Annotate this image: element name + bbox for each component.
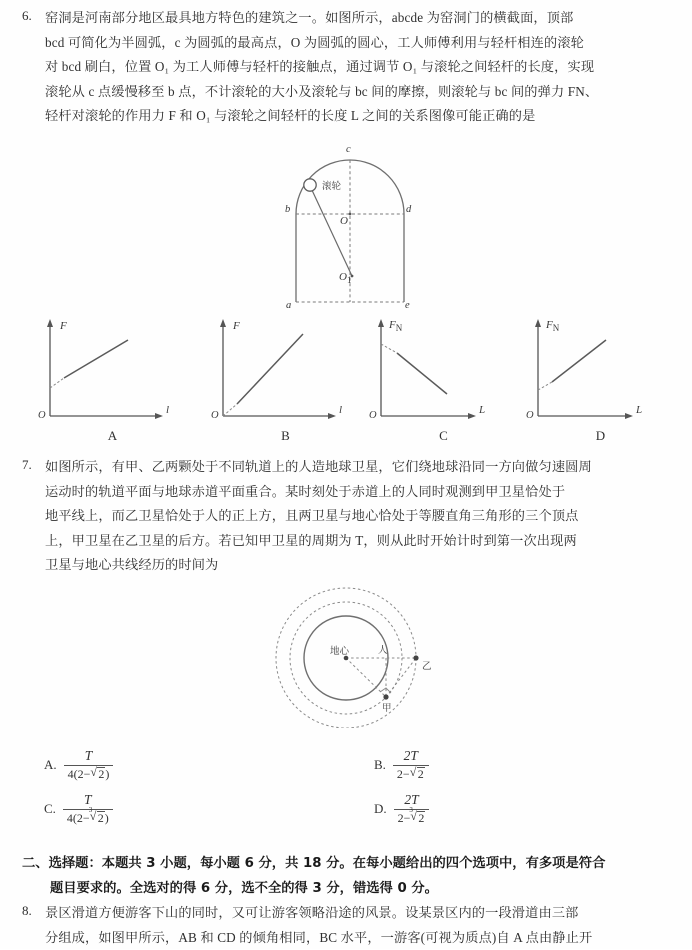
q7-option-c[interactable] <box>44 792 113 825</box>
satellite-yi-dot <box>413 655 418 660</box>
question-8-number: 8. <box>22 903 32 918</box>
q6-line-3: 对 bcd 刷白，位置 O₁ 为工人师傅与轻杆的接触点，通过调节 O₁ 与滚轮之间轻杆的长度，实现 <box>45 59 595 75</box>
arch-label-c: c <box>346 144 351 155</box>
graph-a-svg <box>30 316 195 428</box>
arch-label-a: a <box>286 300 292 311</box>
q8-line-2: 分组成，如图甲所示，AB 和 CD 的倾角相同，BC 水平，一游客(可视为质点)自 A 点由静止开 <box>45 929 593 945</box>
q7-option-c-tag: C. <box>44 800 56 816</box>
option-graph-a <box>30 316 195 444</box>
center-point-O <box>349 213 352 216</box>
q6-line-1: 窑洞是河南部分地区最具地方特色的建筑之一。如图所示，abcde 为窑洞门的横截面，顶部 <box>45 10 574 25</box>
graph-d-x-label: L <box>636 404 643 416</box>
q7-option-b[interactable] <box>374 748 429 781</box>
option-graph-d <box>518 316 683 444</box>
q7-line-2: 运动时的轨道平面与地球赤道平面重合。某时刻处于赤道上的人同时观测到甲卫星恰处于 <box>45 483 566 499</box>
graph-c-svg <box>361 316 526 428</box>
arch-label-e: e <box>405 300 410 311</box>
q7-option-b-denominator: 2− √ 2 <box>393 765 429 782</box>
q7-option-a-denominator: 4(2− √ 2) <box>64 765 114 782</box>
arch-label-roller: 滚轮 <box>322 181 342 192</box>
section-2-heading <box>22 851 672 901</box>
graph-c-x-label: L <box>479 404 486 416</box>
q6-line-2: bcd 可简化为半圆弧，c 为圆弧的最高点，O 为圆弧的圆心，工人师傅利用与轻杆相连的滚轮 <box>45 34 584 50</box>
q7-option-d-numerator: 2T <box>404 792 419 807</box>
graph-d-y-label: $F_N$ <box>546 319 560 334</box>
label-satellite-jia: 甲 <box>382 703 392 714</box>
question-7-text <box>45 455 675 578</box>
label-satellite-yi: 乙 <box>422 661 432 672</box>
arch-label-O1: $O_1$ <box>339 271 352 286</box>
graph-a-y-label: F <box>60 320 67 332</box>
satellite-svg <box>274 580 464 728</box>
light-rod <box>311 188 352 276</box>
question-6-text <box>45 6 675 129</box>
question-7-options <box>44 748 664 834</box>
chord-jia-yi <box>386 658 416 697</box>
q7-option-b-numerator: 2T <box>403 748 418 763</box>
arch-cross-section-figure <box>282 142 418 314</box>
q7-line-4: 上，甲卫星在乙卫星的后方。若已知甲卫星的周期为 T，则从此时开始计时到第一次出现两 <box>45 532 577 548</box>
graph-a-origin: O <box>38 410 46 421</box>
q7-option-a-numerator: T <box>84 748 93 763</box>
q7-option-c-fraction <box>63 792 113 825</box>
q7-option-d[interactable] <box>374 792 429 825</box>
option-graph-b <box>203 316 368 444</box>
option-graph-c <box>361 316 526 444</box>
q6-line-4: 滚轮从 c 点缓慢移至 b 点，不计滚轮的大小及滚轮与 bc 间的摩擦，则滚轮与 bc 间的弹力 FN、 <box>45 83 599 99</box>
arch-label-b: b <box>285 204 291 215</box>
graph-b-origin: O <box>211 410 219 421</box>
q8-line-1: 景区滑道方便游客下山的同时，又可让游客领略沿途的风景。设某景区内的一段滑道由三部 <box>45 905 579 920</box>
section-2-line-2: 题目要求的。全选对的得 6 分，选不全的得 3 分，错选得 0 分。 <box>50 881 438 896</box>
q7-line-1: 如图所示，有甲、乙两颗处于不同轨道上的人造地球卫星，它们绕地球沿同一方向做匀速圆周 <box>45 459 592 474</box>
radius-to-jia <box>346 658 386 697</box>
q7-option-d-fraction <box>394 792 430 825</box>
label-person: 人 <box>378 645 388 656</box>
graph-a-x-label: l <box>166 404 170 416</box>
q7-option-c-denominator: 4(2− √ 3 2) <box>63 809 113 826</box>
graph-d-svg <box>518 316 683 428</box>
question-8-text <box>45 901 685 950</box>
graph-a-label: A <box>107 428 118 443</box>
option-graphs-row <box>0 316 692 444</box>
question-7-number: 7. <box>22 457 32 472</box>
satellite-orbit-figure <box>274 580 464 728</box>
arch-label-d: d <box>406 204 412 215</box>
graph-c-label: C <box>439 428 448 443</box>
q7-option-d-denominator: 2− √ 3 2 <box>394 809 430 826</box>
q7-option-b-fraction <box>393 748 429 781</box>
graph-b-svg <box>203 316 368 428</box>
graph-d-origin: O <box>526 410 534 421</box>
arch-label-O: O <box>340 215 348 227</box>
q7-option-c-numerator: T <box>84 792 92 807</box>
q7-option-a-tag: A. <box>44 756 57 772</box>
graph-b-x-label: l <box>339 404 343 416</box>
q7-option-d-tag: D. <box>374 800 387 816</box>
q7-line-5: 卫星与地心共线经历的时间为 <box>45 557 219 573</box>
q7-option-a[interactable] <box>44 748 113 781</box>
arch-svg <box>282 142 418 314</box>
graph-b-label: B <box>281 428 290 443</box>
section-2-line-1: 二、选择题：本题共 3 小题，每小题 6 分，共 18 分。在每小题给出的四个选项中，有多项是符合 <box>22 856 606 871</box>
graph-c-origin: O <box>369 410 377 421</box>
question-6-number: 6. <box>22 8 32 23</box>
q7-option-a-fraction <box>64 748 114 781</box>
graph-c-y-label: $F_N$ <box>389 319 403 334</box>
graph-b-y-label: F <box>233 320 240 332</box>
satellite-jia-dot <box>383 694 388 699</box>
graph-d-label: D <box>595 428 606 443</box>
q7-line-3: 地平线上，而乙卫星恰处于人的正上方，且两卫星与地心恰处于等腰直角三角形的三个顶点 <box>45 508 579 524</box>
q7-option-b-tag: B. <box>374 756 386 772</box>
label-earth-center: 地心 <box>330 646 350 657</box>
q6-line-5: 轻杆对滚轮的作用力 F 和 O₁ 与滚轮之间轻杆的长度 L 之间的关系图像可能正确的是 <box>45 108 536 124</box>
roller-circle <box>304 179 316 191</box>
